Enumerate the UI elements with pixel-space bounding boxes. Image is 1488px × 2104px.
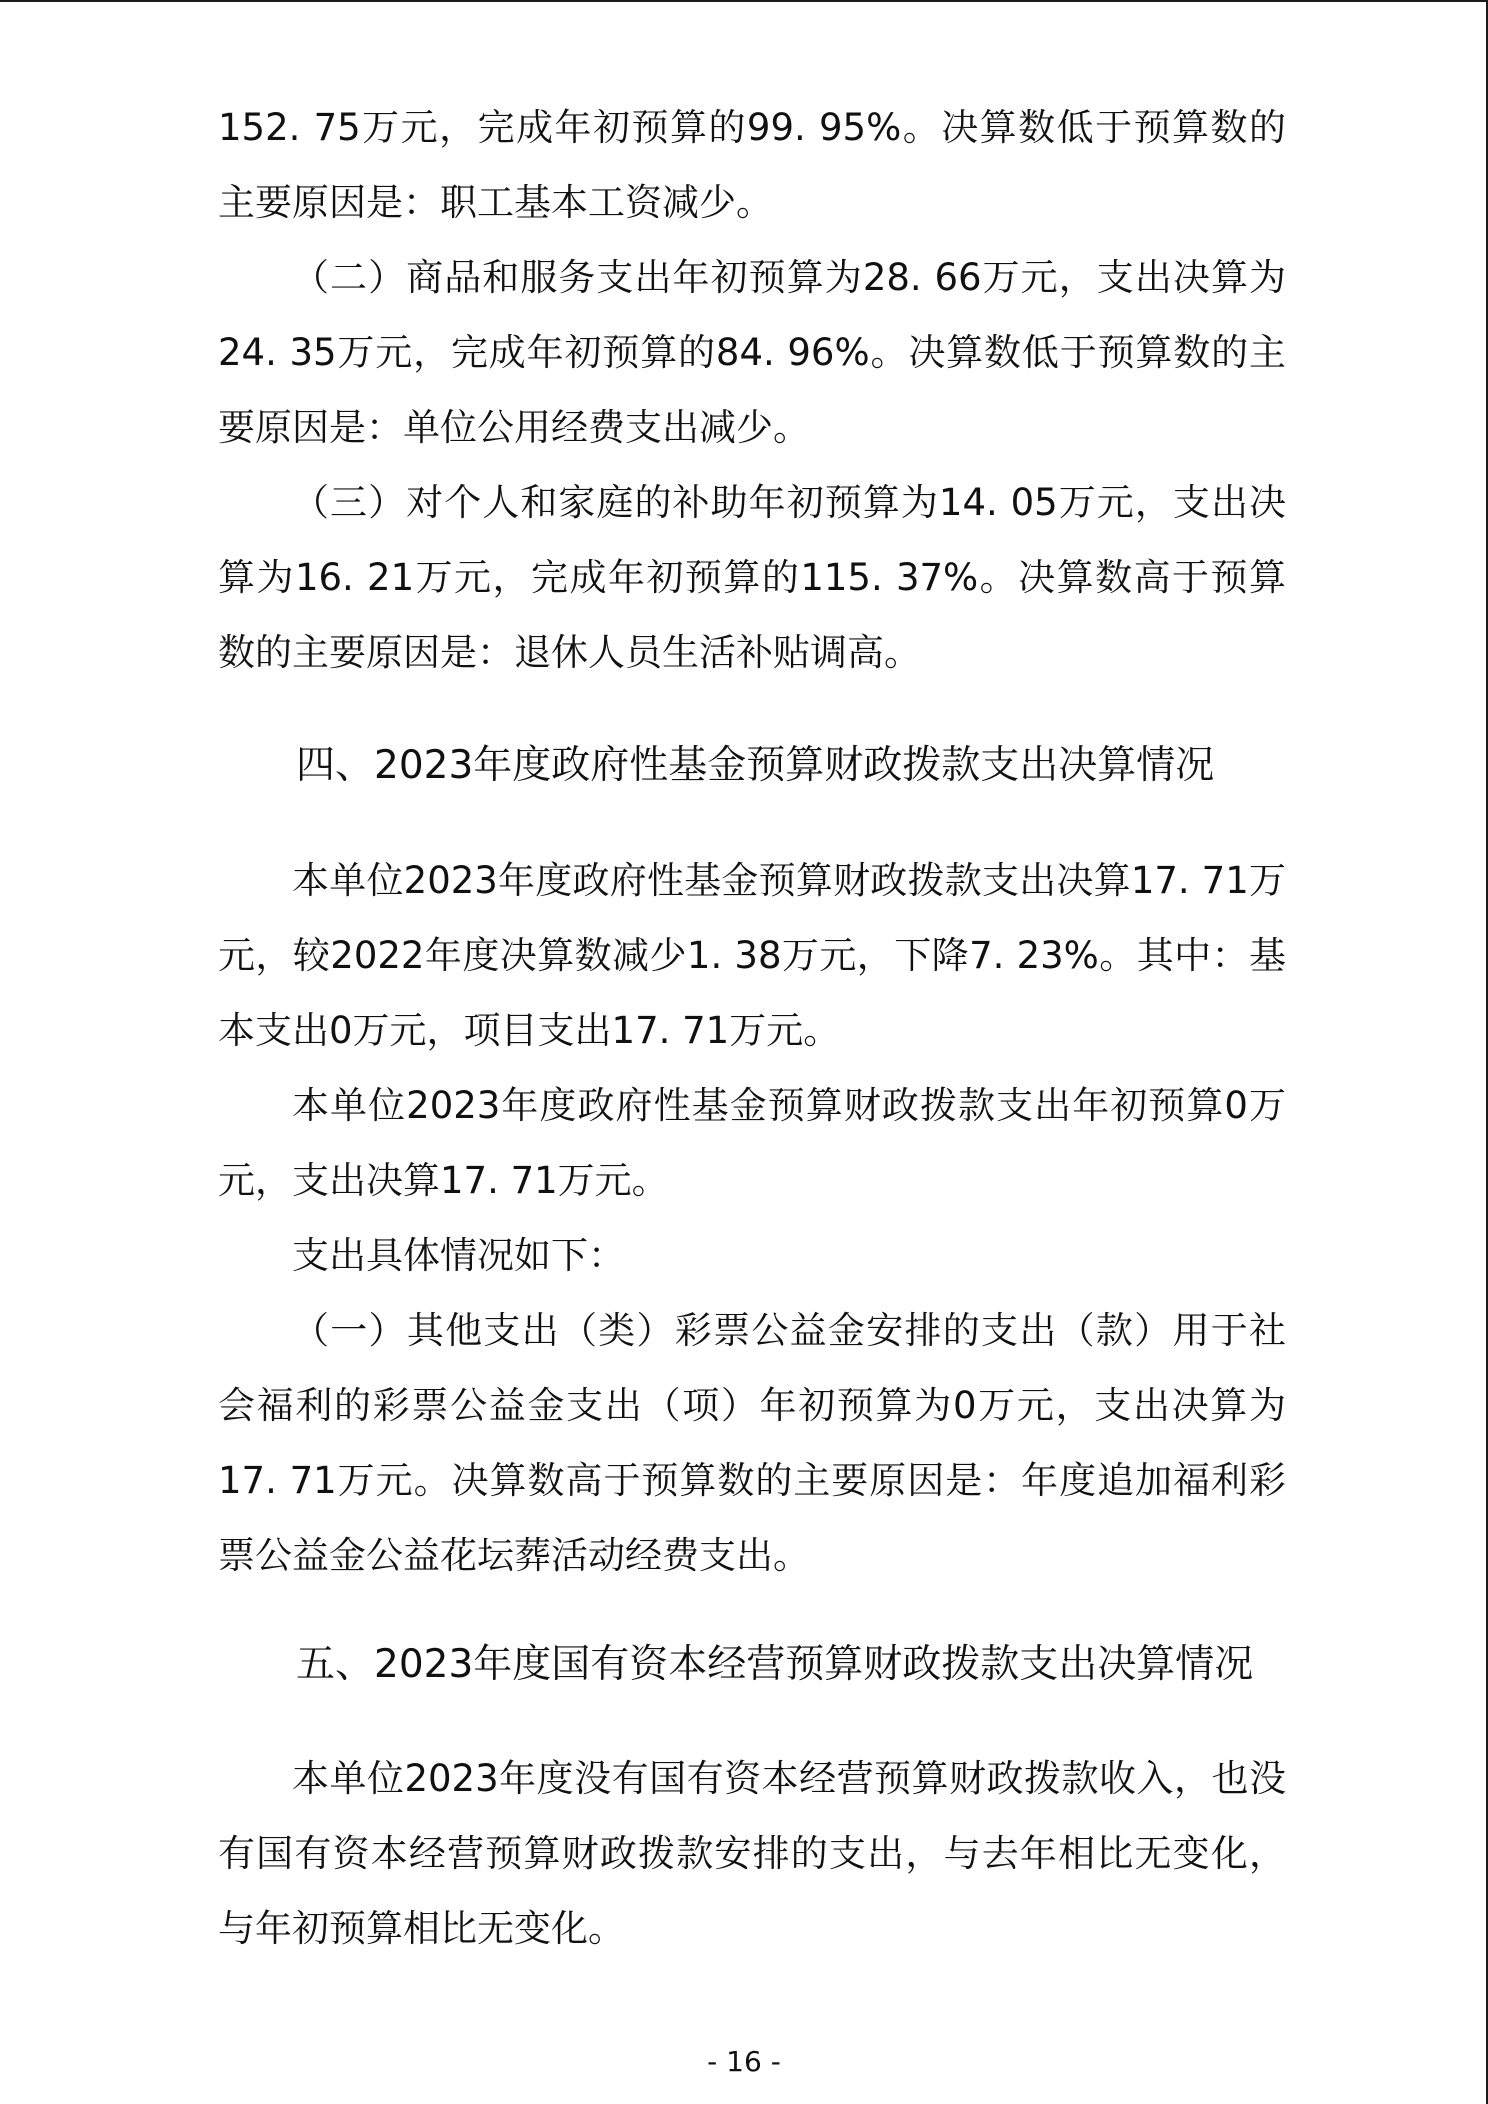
- page-number: - 16 -: [707, 2045, 781, 2078]
- paragraph-state-capital: 本单位2023年度没有国有资本经营预算财政拨款收入，也没有国有资本经营预算财政拨款安排的支出，与去年相比无变化，与年初预算相比无变化。: [218, 1757, 1286, 1950]
- paragraph-household-subsidy: （三）对个人和家庭的补助年初预算为14. 05万元，支出决算为16. 21万元，完成年初预算的115. 37%。决算数高于预算数的主要原因是：退休人员生活补贴调高。: [218, 481, 1286, 674]
- page-border-top: [0, 0, 1488, 2]
- paragraph-details-intro: 支出具体情况如下：: [292, 1234, 625, 1277]
- paragraph-basic-wage: 152. 75万元，完成年初预算的99. 95%。决算数低于预算数的主要原因是：职工基本工资减少。: [218, 106, 1286, 224]
- paragraph-fund-budget: 本单位2023年度政府性基金预算财政拨款支出年初预算0万元，支出决算17. 71万元。: [218, 1084, 1286, 1202]
- paragraph-goods-services: （二）商品和服务支出年初预算为28. 66万元，支出决算为24. 35万元，完成年初预算的84. 96%。决算数低于预算数的主要原因是：单位公用经费支出减少。: [218, 256, 1286, 449]
- section-5-body: [218, 1741, 1286, 1966]
- paragraph-lottery-fund: （一）其他支出（类）彩票公益金安排的支出（款）用于社会福利的彩票公益金支出（项）年初预算为0万元，支出决算为17. 71万元。决算数高于预算数的主要原因是：年度追加福利彩票公益金公益花坛葬活动经费支出。: [218, 1309, 1286, 1577]
- section-4-heading: 四、2023年度政府性基金预算财政拨款支出决算情况: [296, 743, 1215, 788]
- section-4-body: [218, 843, 1286, 1593]
- section-5-heading: 五、2023年度国有资本经营预算财政拨款支出决算情况: [296, 1642, 1254, 1687]
- paragraph-fund-total: 本单位2023年度政府性基金预算财政拨款支出决算17. 71万元，较2022年度决算数减少1. 38万元，下降7. 23%。其中：基本支出0万元，项目支出17. 71万元。: [218, 859, 1286, 1052]
- continuation-block: [218, 90, 1286, 690]
